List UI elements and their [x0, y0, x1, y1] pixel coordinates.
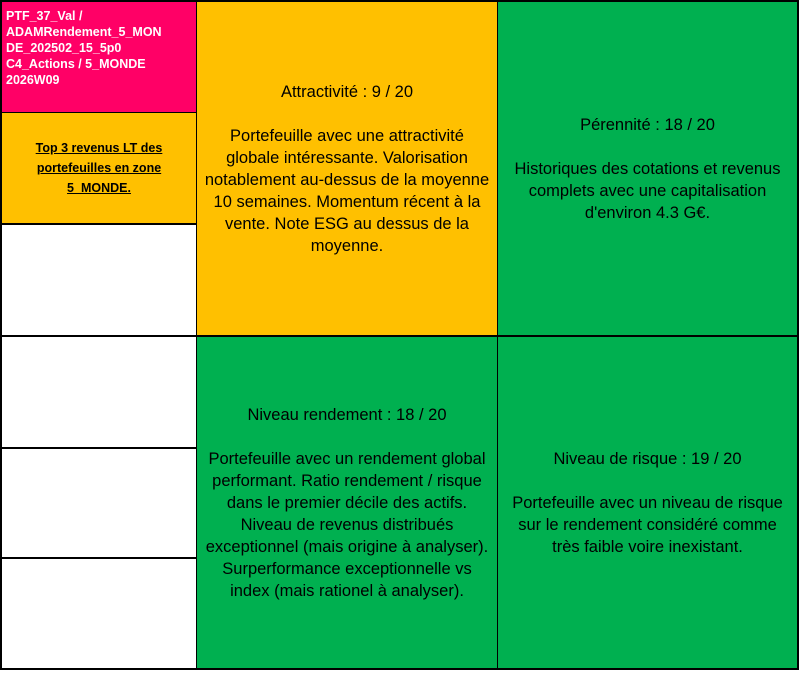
rendement-body: Portefeuille avec un rendement global performant. Ratio rendement / risque dans le premier décile des actifs. Niveau de revenus distribués exceptionnel (mais origine à analyser). Surperformance exceptionnelle vs index (mais rationel à analyser). [205, 449, 489, 600]
portfolio-title-cell [1, 1, 197, 113]
title-line: PTF_37_Val / [6, 9, 83, 23]
rendement-heading: Niveau rendement : 18 / 20 [247, 405, 447, 424]
attractivite-body: Portefeuille avec une attractivité globale intéressante. Valorisation notablement au-dessus de la moyenne 10 semaines. Momentum récent à la vente. Note ESG au dessus de la moyenne. [204, 126, 490, 255]
perennite-cell [497, 1, 798, 336]
blank-cell [1, 558, 197, 669]
title-line: 2026W09 [6, 73, 60, 87]
rendement-cell [196, 336, 498, 669]
title-line: ADAMRendement_5_MON [6, 25, 162, 39]
risque-cell [497, 336, 798, 669]
subtitle-text: Top 3 revenus LT des portefeuilles en zone 5_MONDE. [35, 141, 163, 195]
perennite-body: Historiques des cotations et revenus complets avec une capitalisation d'environ 4.3 G€. [514, 159, 781, 222]
risque-body: Portefeuille avec un niveau de risque sur le rendement considéré comme très faible voire inexistant. [512, 493, 783, 556]
title-line: DE_202502_15_5p0 [6, 41, 122, 55]
attractivite-cell [196, 1, 498, 336]
blank-cell [1, 448, 197, 558]
title-line: C4_Actions / 5_MONDE [6, 57, 146, 71]
blank-cell [1, 336, 197, 448]
perennite-heading: Pérennité : 18 / 20 [580, 115, 715, 134]
attractivite-heading: Attractivité : 9 / 20 [280, 82, 414, 101]
risque-heading: Niveau de risque : 19 / 20 [553, 449, 742, 468]
blank-cell [1, 224, 197, 336]
subtitle-cell [1, 112, 197, 224]
